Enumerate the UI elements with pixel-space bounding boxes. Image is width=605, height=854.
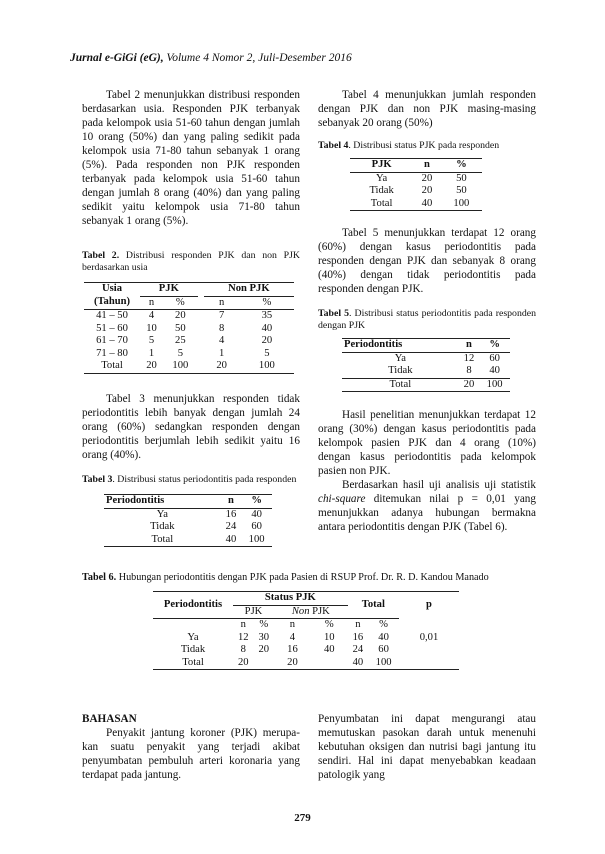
table-cell: 100 [248,533,265,545]
table6-col-pct: % [254,619,275,632]
table-cell: 20 [287,656,298,668]
table-cell: 20 [258,644,270,655]
table-cell: 16 [352,631,364,643]
paragraph-table4-description: Tabel 4 menunjukkan jumlah responden dengan PJK dan non PJK masing-masing sebanyak 20 orang (50%) [318,89,536,129]
table-cell: 61 – 70 [96,335,128,346]
table-cell: 4 [289,631,296,643]
table-cell: 20 [261,335,273,346]
table-cell: 5 [148,335,155,346]
table-cell: 51 – 60 [96,322,128,334]
paragraph-results: Hasil penelitian menunjukkan terdapat 12 orang (30%) dengan kasus periodontitis pada kelompok pasien PJK dan 4 orang (10%) dengan kasus periodontitis pada kelompok pasien non PJK. [318,409,536,477]
table6-caption [82,572,489,583]
table-row [350,185,482,198]
table-row [84,348,294,361]
page-number: 279 [294,812,311,824]
table6-header-status-pjk: Status PJK [233,592,348,606]
table4-header-pjk: PJK [371,159,392,170]
table-cell: 10 [323,631,335,643]
table2-subheader-n: n [148,296,155,308]
table-cell: Total [101,360,123,371]
table-cell [254,657,275,670]
table2-block [82,250,300,374]
table-cell: 4 [219,335,225,346]
table6-header-periodontitis: Periodontitis [163,598,223,610]
table-row [342,352,510,365]
section-heading-bahasan: BAHASAN [82,713,137,725]
table6-caption-label: Tabel 6. [82,572,117,583]
table6-col-n: n [348,619,369,632]
table-cell: 24 [352,644,364,655]
table3-block [82,392,300,547]
paragraph-table2-description: Tabel 2 menunjukkan distribusi responden berdasarkan usia. Responden PJK terbanyak pada kelompok usia 51-60 tahun dengan jumlah 10 orang (50%) dan yang paling sedikit pada kelompok usia 71-80 tahun sebanyak 1 orang (5%). Pada responden non PJK responden terbanyak pada kelompok usia 51-60 tahun dengan jumlah 8 orang (40%) dan yang paling sedikit yaitu kelompok usia 71-80 tahun sebanyak 1 orang (5%). [82,89,300,227]
table5-caption-label: Tabel 5 [318,308,350,319]
journal-volume: Volume 4 Nomor 2, Juli-Desember 2016 [163,52,352,64]
table-cell: 40 [489,365,500,376]
paragraph-table5-description: Tabel 5 menunjukkan terdapat 12 orang (60%) dengan kasus periodontitis pada responden dengan PJK dan sebanyak 8 orang (40%) dengan tidak periodontitis pada responden dengan PJK. [318,227,536,295]
table-cell: 1 [219,347,225,359]
bahasan-section [82,712,300,782]
table4-header-n: n [424,159,430,170]
table-cell: 60 [489,352,500,364]
table-cell: Tidak [150,521,175,532]
results-block [318,408,536,534]
table2 [84,282,294,374]
table-cell: 20 [146,360,157,371]
table-cell: 20 [463,378,475,390]
table6-p-value: 0,01 [419,631,439,643]
table-cell: 50 [456,172,467,184]
table-cell: Total [370,197,393,209]
table-cell: 40 [323,644,335,655]
table-cell: 4 [148,310,155,321]
paragraph-bahasan-continued: Penyumbatan ini dapat mengurangi atau memutuskan pasokan darah untuk menenuhi kebutuhan oksigen dan nutrisi bagi jantung itu sendiri. Hal ini dapat menyebabkan keadaan patologik yang [318,713,536,781]
table-cell: 1 [148,347,155,359]
table-cell: 12 [463,352,475,364]
table-cell: Ya [156,508,168,520]
table-cell: 100 [375,656,392,668]
paragraph-table3-description: Tabel 3 menunjukkan responden tidak periodontitis lebih banyak dengan jumlah 24 orang (60%) sedangkan responden dengan periodontitis berjumlah lebih sedikit yaitu 16 orang (40%). [82,393,300,461]
table-cell: 41 – 50 [96,310,128,321]
table-cell: 10 [146,322,157,334]
table-cell: 5 [264,347,270,359]
table-row-total [342,378,510,392]
table5-block [318,226,536,392]
table5-header-periodontitis: Periodontitis [344,339,403,350]
table3-header-periodontitis: Periodontitis [106,495,165,506]
table-cell: 8 [240,644,246,655]
left-column [82,88,300,228]
table6-subheader-nonpjk: Non PJK [274,605,348,619]
chi-square-term: chi-square [318,493,366,505]
table-cell: 16 [287,644,298,655]
table-row [104,508,272,521]
table-cell: 7 [219,310,225,321]
table-row-total [84,360,294,373]
paragraph-bahasan: Penyakit jantung koroner (PJK) merupa-kan suatu penyakit yang terjadi akibat penyumbatan pembuluh arteri koronaria yang terdapat pada jantung. [82,727,300,781]
table-cell: 100 [453,197,470,209]
table-cell: 40 [352,656,364,668]
table5-caption-text: . Distribusi status periodontitis pada responden dengan PJK [318,308,536,331]
table6 [153,591,459,670]
table3 [104,494,272,547]
table3-header-n: n [228,495,234,506]
table-row [342,365,510,378]
table3-caption [82,474,300,486]
right-column [318,88,536,211]
table2-caption-label: Tabel 2. [82,250,120,261]
table4-caption [318,140,536,152]
table-row [153,632,459,645]
table-cell: 40 [421,197,433,209]
table-row-total [104,534,272,547]
table-cell: 50 [456,185,467,196]
table-cell: 40 [261,322,273,334]
table-row-total [350,198,482,211]
table4-caption-label: Tabel 4 [318,140,349,151]
table-cell: Ya [394,352,406,364]
table-row [84,310,294,323]
table5-caption [318,308,536,332]
table-row [153,619,459,632]
table-cell: 16 [225,508,237,520]
table-cell: 20 [216,360,227,371]
table-cell: 5 [177,347,183,359]
table4 [350,158,482,211]
table-cell: 40 [378,631,389,643]
table-cell: Ya [375,172,388,184]
journal-header [70,52,352,64]
table4-header-pct: % [456,159,467,170]
table-cell [399,619,459,632]
table2-header-tahun: (Tahun) [93,296,131,308]
table-cell: 50 [175,322,186,334]
bahasan-continued [318,712,536,782]
table-cell: Tidak [388,365,413,376]
table-cell: Tidak [180,644,206,655]
table-row [350,159,482,173]
table-cell: 20 [421,172,433,184]
table-cell: Total [389,378,412,390]
table2-header-nonpjk: Non PJK [204,283,294,297]
table2-subheader-n: n [219,296,225,308]
table-cell: 8 [466,365,472,376]
table2-caption [82,250,300,274]
table6-header-total: Total [361,598,385,610]
table-cell: 30 [258,631,270,643]
table5 [342,338,510,392]
table-cell: 20 [421,185,433,196]
table-cell: 60 [251,521,262,532]
table-cell [153,619,233,632]
table-row [350,172,482,185]
table2-subheader-pct: % [262,296,272,308]
table5-header-pct: % [489,339,500,350]
table5-header-n: n [466,339,472,350]
table-row [84,323,294,336]
table-cell: 60 [378,644,389,655]
table2-header-usia: Usia [101,283,122,295]
table6-caption-text: Hubungan periodontitis dengan PJK pada Pasien di RSUP Prof. Dr. R. D. Kandou Manado [116,572,489,583]
table-cell: 25 [175,335,186,346]
table6-col-pct: % [311,619,348,632]
table-row [84,283,294,297]
table-cell: 20 [175,310,186,321]
table3-header-pct: % [251,495,262,506]
table-cell: 40 [251,508,262,520]
table-cell: 20 [237,656,249,668]
table6-col-pct: % [368,619,399,632]
table2-caption-text: Distribusi responden PJK dan non PJK berdasarkan usia [82,250,300,273]
table-cell: 100 [172,360,189,371]
table3-caption-text: . Distribusi status periodontitis pada responden [112,474,297,485]
table-cell: 8 [219,322,225,334]
journal-name: Jurnal e-GiGi (eG), [70,52,164,64]
table-row [342,339,510,353]
table-cell: 100 [486,378,503,390]
table-cell: Total [182,656,204,668]
table6-col-n: n [233,619,254,632]
table4-caption-text: . Distribusi status PJK pada responden [348,140,500,151]
table6-subheader-pjk: PJK [233,605,274,619]
table-cell: 40 [225,533,237,545]
table2-subheader-pct: % [175,296,185,308]
table-cell: 35 [261,310,273,321]
table-cell: 71 – 80 [96,347,128,359]
table-row [104,495,272,509]
table-cell: 24 [225,521,237,532]
paragraph-chi-square: Berdasarkan hasil uji analisis uji statistik chi-square ditemukan nilai p = 0,01 yang menunjukkan adanya hubungan bermakna antara periodontitis dengan PJK (Tabel 6). [318,479,536,533]
table-cell: 12 [237,631,249,643]
table6-col-n: n [274,619,311,632]
table-cell: Ya [187,631,199,643]
table-row [84,296,294,310]
table-row [84,335,294,348]
table-cell: Total [151,533,174,545]
table-row [153,592,459,606]
table-cell: 100 [258,360,275,371]
table3-caption-label: Tabel 3 [82,474,113,485]
table-row [104,521,272,534]
table-cell [311,657,348,670]
table6-header-p: p [426,599,432,610]
table-cell: Tidak [369,185,394,196]
table2-header-pjk: PJK [140,283,198,297]
